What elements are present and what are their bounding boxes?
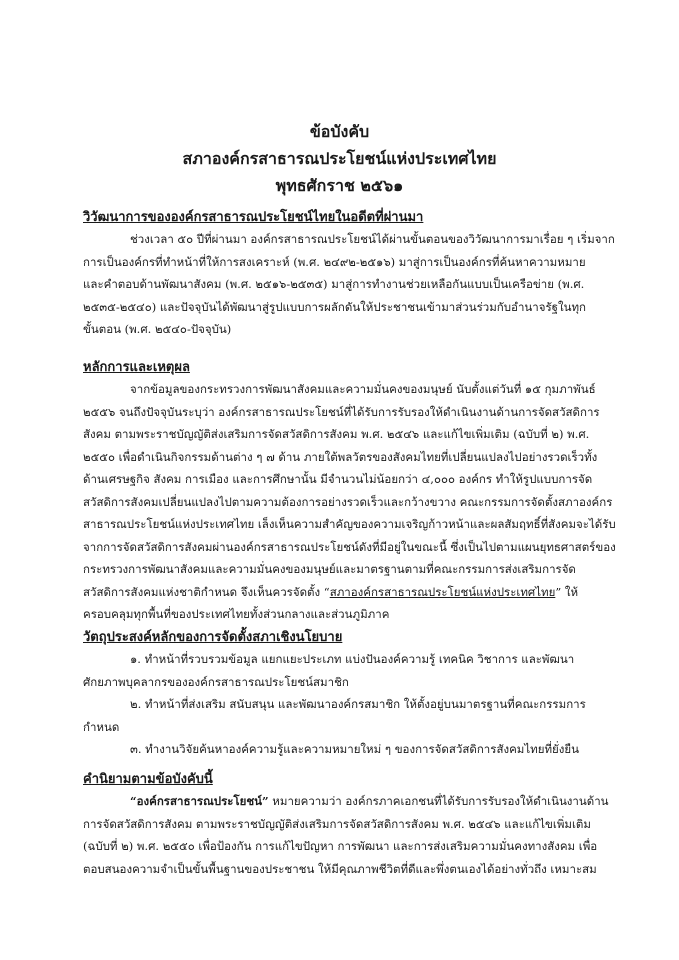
- paragraph-line: ช่วงเวลา ๕๐ ปีที่ผ่านมา องค์กรสาธารณประโยชน์ได้ผ่านขั้นตอนของวิวัฒนาการมาเรื่อย ๆ เริ่มจาก: [130, 232, 615, 246]
- paragraph-line: จากข้อมูลของกระทรวงการพัฒนาสังคมและความมั่นคงของมนุษย์ นับตั้งแต่วันที่ ๑๕ กุมภาพันธ์: [130, 382, 596, 396]
- section-heading-rationale: หลักการและเหตุผล: [83, 360, 190, 375]
- paragraph-line: ๒๕๕๐ เพื่อดำเนินกิจกรรมด้านต่าง ๆ ๗ ด้าน ภายใต้พลวัตรของสังคมไทยที่เปลี่ยนแปลงไปอย่างรวดเร็วทั้ง: [83, 449, 598, 464]
- paragraph-line: ขั้นตอน (พ.ศ. ๒๕๔๐-ปัจจุบัน): [83, 322, 232, 336]
- list-item-continuation: กำหนด: [83, 719, 120, 734]
- paragraph-line: ๒๕๕๖ จนถึงปัจจุบันระบุว่า องค์กรสาธารณประโยชน์ที่ได้รับการรับรองให้ดำเนินงานด้านการจัดสวัสดิการ: [83, 404, 600, 419]
- paragraph-line: ๒๕๓๕-๒๕๔๐) และปัจจุบันได้พัฒนาสู่รูปแบบการผลักดันให้ประชาชนเข้ามาส่วนร่วมกับอำนาจรัฐในทุก: [83, 299, 587, 314]
- header-year: พุทธศักราช ๒๕๖๑: [275, 176, 404, 195]
- section-rationale-paragraph: [83, 378, 623, 626]
- header-title: ข้อบังคับ: [309, 122, 370, 141]
- paragraph-line: สาธารณประโยชน์แห่งประเทศไทย เล็งเห็นความสำคัญของความเจริญก้าวหน้าและผลสัมฤทธิ์ที่สังคมจะได้รับ: [83, 517, 616, 531]
- paragraph-line: [83, 790, 623, 813]
- paragraph-line: การเป็นองค์กรที่ทำหน้าที่ให้การสงเคราะห์ (พ.ศ. ๒๔๙๒-๒๕๑๖) มาสู่การเป็นองค์กรที่ค้นหาความหมาย: [83, 254, 586, 269]
- paragraph-line: ด้านเศรษฐกิจ สังคม การเมือง และการศึกษานั้น มีจำนวนไม่น้อยกว่า ๔,๐๐๐ องค์กร ทำให้รูปแบบการจัด: [83, 472, 593, 486]
- paragraph-line-end: ให้: [561, 584, 579, 599]
- paragraph-line: จากการจัดสวัสดิการสังคมผ่านองค์กรสาธารณประโยชน์ดังที่มีอยู่ในขณะนี้ ซึ่งเป็นไปตามแผนยุทธศาสตร์ของ: [83, 539, 616, 554]
- list-item: ๒. ทำหน้าที่ส่งเสริม สนับสนุน และพัฒนาองค์กรสมาชิก ให้ตั้งอยู่บนมาตรฐานที่คณะกรรมการ: [130, 697, 586, 711]
- paragraph-line: (ฉบับที่ ๒) พ.ศ. ๒๕๕๐ เพื่อป้องกัน การแก้ไขปัญหา การพัฒนา และการส่งเสริมความมั่นคงทางสังคม เพื่อ: [83, 839, 598, 853]
- paragraph-line-start: สวัสดิการสังคมแห่งชาติกำหนด จึงเห็นควรจัดตั้ง: [83, 584, 321, 599]
- section-heading-objectives: วัตถุประสงค์หลักของการจัดตั้งสภาเชิงนโยบาย: [83, 630, 343, 645]
- definition-text: หมายความว่า องค์กรภาคเอกชนที่ได้รับการรับรองให้ดำเนินงานด้าน: [268, 794, 609, 808]
- section-heading-history: วิวัฒนาการขององค์กรสาธารณประโยชน์ไทยในอดีตที่ผ่านมา: [83, 210, 424, 225]
- list-item: ๑. ทำหน้าที่รวบรวมข้อมูล แยกแยะประเภท แบ่งปันองค์ความรู้ เทคนิค วิชาการ และพัฒนา: [130, 652, 575, 666]
- section-objectives: [83, 628, 623, 761]
- header-organization: สภาองค์กรสาธารณประโยชน์แห่งประเทศไทย: [182, 149, 497, 168]
- definitions-paragraph: [83, 790, 623, 880]
- section-history: [83, 208, 623, 341]
- paragraph-line: สวัสดิการสังคมเปลี่ยนแปลงไปตามความต้องการอย่างรวดเร็วและกว้างขวาง คณะกรรมการจัดตั้งสภาองค์กร: [83, 494, 613, 509]
- council-name-quote: สภาองค์กรสาธารณประโยชน์แห่งประเทศไทย: [329, 584, 556, 599]
- paragraph-line: สังคม ตามพระราชบัญญัติส่งเสริมการจัดสวัสดิการสังคม พ.ศ. ๒๕๔๖ และแก้ไขเพิ่มเติม (ฉบับที่ ๒) พ.ศ.: [83, 427, 590, 441]
- paragraph-line: การจัดสวัสดิการสังคม ตามพระราชบัญญัติส่งเสริมการจัดสวัสดิการสังคม พ.ศ. ๒๕๔๖ และแก้ไขเพิ่มเติม: [83, 816, 591, 831]
- paragraph-line: ครอบคลุมทุกพื้นที่ของประเทศไทยทั้งส่วนกลางและส่วนภูมิภาค: [83, 607, 390, 621]
- objectives-list: [83, 648, 623, 761]
- section-history-paragraph: [83, 228, 623, 341]
- document-header: [0, 118, 679, 199]
- paragraph-line: สวัสดิการสังคมแห่งชาติกำหนด จึงเห็นควรจัดตั้ง “สภาองค์กรสาธารณประโยชน์แห่งประเทศไทย” ให้: [83, 584, 579, 599]
- paragraph-line: กระทรวงการพัฒนาสังคมและความมั่นคงของมนุษย์และมาตรฐานตามที่คณะกรรมการส่งเสริมการจัด: [83, 562, 576, 576]
- defined-term: “องค์กรสาธารณประโยชน์”: [130, 794, 269, 808]
- section-definitions: [83, 770, 623, 880]
- list-item-continuation: ศักยภาพบุคลากรขององค์กรสาธารณประโยชน์สมาชิก: [83, 674, 349, 689]
- list-item: ๓. ทำงานวิจัยค้นหาองค์ความรู้และความหมายใหม่ ๆ ของการจัดสวัสดิการสังคมไทยที่ยั่งยืน: [130, 742, 579, 756]
- section-heading-definitions: คำนิยามตามข้อบังคับนี้: [83, 772, 213, 787]
- paragraph-line: ตอบสนองความจำเป็นขั้นพื้นฐานของประชาชน ให้มีคุณภาพชีวิตที่ดีและพึ่งตนเองได้อย่างทั่วถึง เหมาะสม: [83, 861, 597, 876]
- paragraph-line: และคำตอบด้านพัฒนาสังคม (พ.ศ. ๒๕๑๖-๒๕๓๕) มาสู่การทำงานช่วยเหลือกันแบบเป็นเครือข่าย (พ.ศ.: [83, 277, 585, 291]
- section-rationale: [83, 358, 623, 626]
